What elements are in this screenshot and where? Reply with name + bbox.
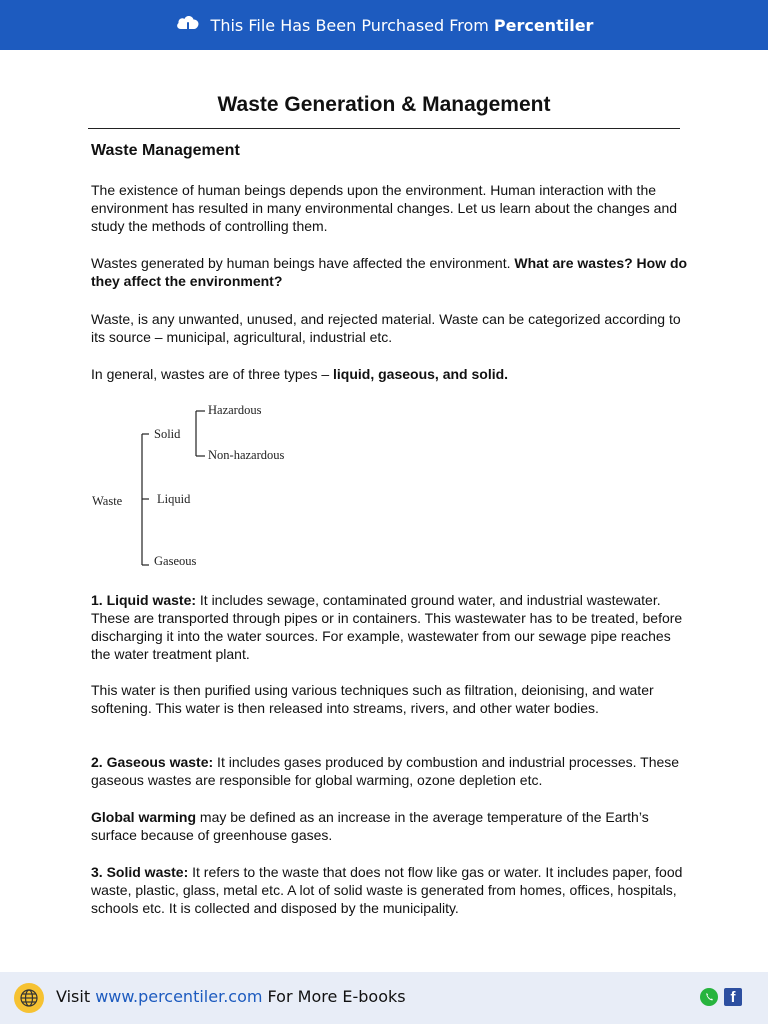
banner-brand: Percentiler xyxy=(493,15,594,35)
paragraph-water-purification: This water is then purified using various techniques such as filtration, deionising, and water softening. This water is then released into streams, rivers, and other water bodies. xyxy=(91,682,654,716)
footer-suffix: For More E-books xyxy=(267,987,406,1006)
diagram-node-non-hazardous: Non-hazardous xyxy=(208,448,285,462)
paragraph-text: It refers to the waste that does not flow like gas or water. It includes paper, food waste, plastic, glass, metal etc. A lot of solid waste is generated from homes, offices, hospitals, schools etc. It is collected and disposed by the municipality. xyxy=(91,864,683,916)
paragraph-bold: 3. Solid waste: xyxy=(91,864,189,880)
paragraph-text: may be defined as an increase in the average temperature of the Earth’s surface because of greenhouse gases. xyxy=(91,809,649,843)
purchase-banner xyxy=(0,0,768,50)
cloud-download-icon xyxy=(175,12,201,38)
paragraph-solid-waste xyxy=(91,863,691,917)
whatsapp-icon[interactable] xyxy=(700,988,718,1006)
paragraph-waste-definition: Waste, is any unwanted, unused, and rejected material. Waste can be categorized according to its source – municipal, agricultural, industrial etc. xyxy=(91,311,681,345)
diagram-node-liquid: Liquid xyxy=(157,492,191,506)
globe-icon xyxy=(14,983,44,1013)
footer-website-link[interactable]: www.percentiler.com xyxy=(95,987,263,1006)
paragraph-text: It includes gases produced by combustion and industrial processes. These gaseous wastes are responsible for global warming, ozone depletion etc. xyxy=(91,754,680,788)
paragraph-bold: Global warming xyxy=(91,809,197,825)
paragraph-global-warming xyxy=(91,808,691,844)
footer-bar xyxy=(0,972,768,1024)
paragraph-liquid-waste xyxy=(91,591,691,663)
section-heading: Waste Management xyxy=(91,142,240,159)
paragraph-text: Wastes generated by human beings have affected the environment. xyxy=(91,255,515,271)
footer-text xyxy=(56,987,406,1006)
paragraph-bold: 2. Gaseous waste: xyxy=(91,754,214,770)
paragraph-intro: The existence of human beings depends upon the environment. Human interaction with the environment has resulted in many environmental changes. Let us learn about the changes and study the methods of controlling them. xyxy=(91,182,678,234)
diagram-root-waste: Waste xyxy=(92,494,123,508)
banner-text: This File Has Been Purchased From xyxy=(210,15,489,35)
diagram-node-hazardous: Hazardous xyxy=(208,403,262,417)
paragraph-bold: 1. Liquid waste: xyxy=(91,592,197,608)
paragraph-gaseous-waste xyxy=(91,753,691,789)
paragraph-bold: liquid, gaseous, and solid. xyxy=(333,366,509,382)
title-divider xyxy=(88,128,680,129)
diagram-node-gaseous: Gaseous xyxy=(154,554,197,568)
paragraph-text: It includes sewage, contaminated ground water, and industrial wastewater. These are transported through pipes or in containers. This wastewater has to be treated, before discharging it into the water sources. For example, wastewater from our sewage pipe reaches the water treatment plant. xyxy=(91,592,683,662)
facebook-icon[interactable]: f xyxy=(724,988,742,1006)
diagram-node-solid: Solid xyxy=(154,427,181,441)
paragraph-wastes-question xyxy=(91,254,691,290)
paragraph-text: In general, wastes are of three types – xyxy=(91,366,334,382)
waste-types-diagram xyxy=(85,398,345,574)
paragraph-waste-types xyxy=(91,365,691,383)
footer-visit: Visit xyxy=(56,987,91,1006)
paragraph-bold: What are wastes? How do they affect the environment? xyxy=(91,255,688,289)
document-title: Waste Generation & Management xyxy=(217,93,551,116)
